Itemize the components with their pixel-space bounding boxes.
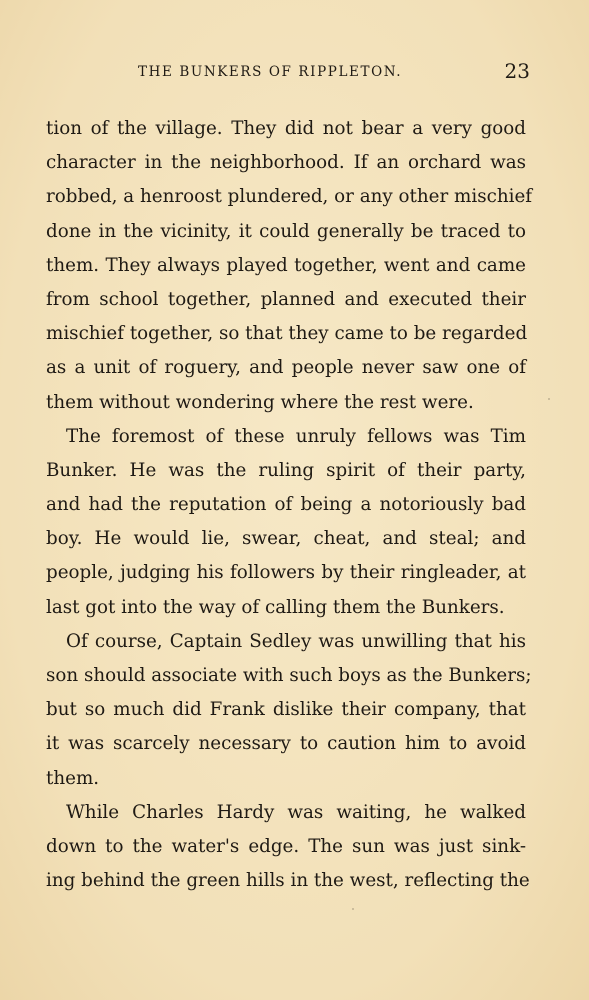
text-line: them without wondering where the rest were. [46,391,474,413]
text-line: last got into the way of calling them the Bunkers. [46,596,505,618]
text-line: The foremost of these unruly fellows was Tim [66,425,526,447]
text-line: as a unit of roguery, and people never saw one of [46,357,526,379]
text-line: but so much did Frank dislike their company, that [46,699,526,721]
text-line: Bunker. He was the ruling spirit of their party, [46,459,526,481]
text-line: robbed, a henroost plundered, or any other mischief [46,186,533,208]
text-line: it was scarcely necessary to caution him to avoid [46,733,526,755]
paper-speck [352,908,354,910]
text-line: mischief together, so that they came to be regarded [46,323,528,345]
text-line: from school together, planned and executed their [46,288,526,310]
paper-speck [548,398,550,400]
page-number: 23 [504,59,530,83]
text-line: son should associate with such boys as the Bunkers; [46,665,532,686]
text-line: them. They always played together, went and came [46,254,526,276]
text-line: done in the vicinity, it could generally be traced to [46,220,526,242]
text-line: down to the water's edge. The sun was just sink- [46,835,526,857]
running-head [46,60,530,88]
body-text [46,112,533,898]
text-line: tion of the village. They did not bear a very good [46,118,526,139]
running-title: THE BUNKERS OF RIPPLETON. [138,64,403,80]
text-line: While Charles Hardy was waiting, he walked [66,801,526,823]
text-line: and had the reputation of being a notoriously bad [46,494,526,516]
text-line: character in the neighborhood. If an orchard was [46,152,526,174]
text-line: ing behind the green hills in the west, reflecting the [46,870,530,892]
text-line: them. [46,767,100,789]
text-line: boy. He would lie, swear, cheat, and steal; and [46,528,526,550]
text-line: people, judging his followers by their ringleader, at [46,562,526,584]
text-line: Of course, Captain Sedley was unwilling that his [66,630,526,652]
